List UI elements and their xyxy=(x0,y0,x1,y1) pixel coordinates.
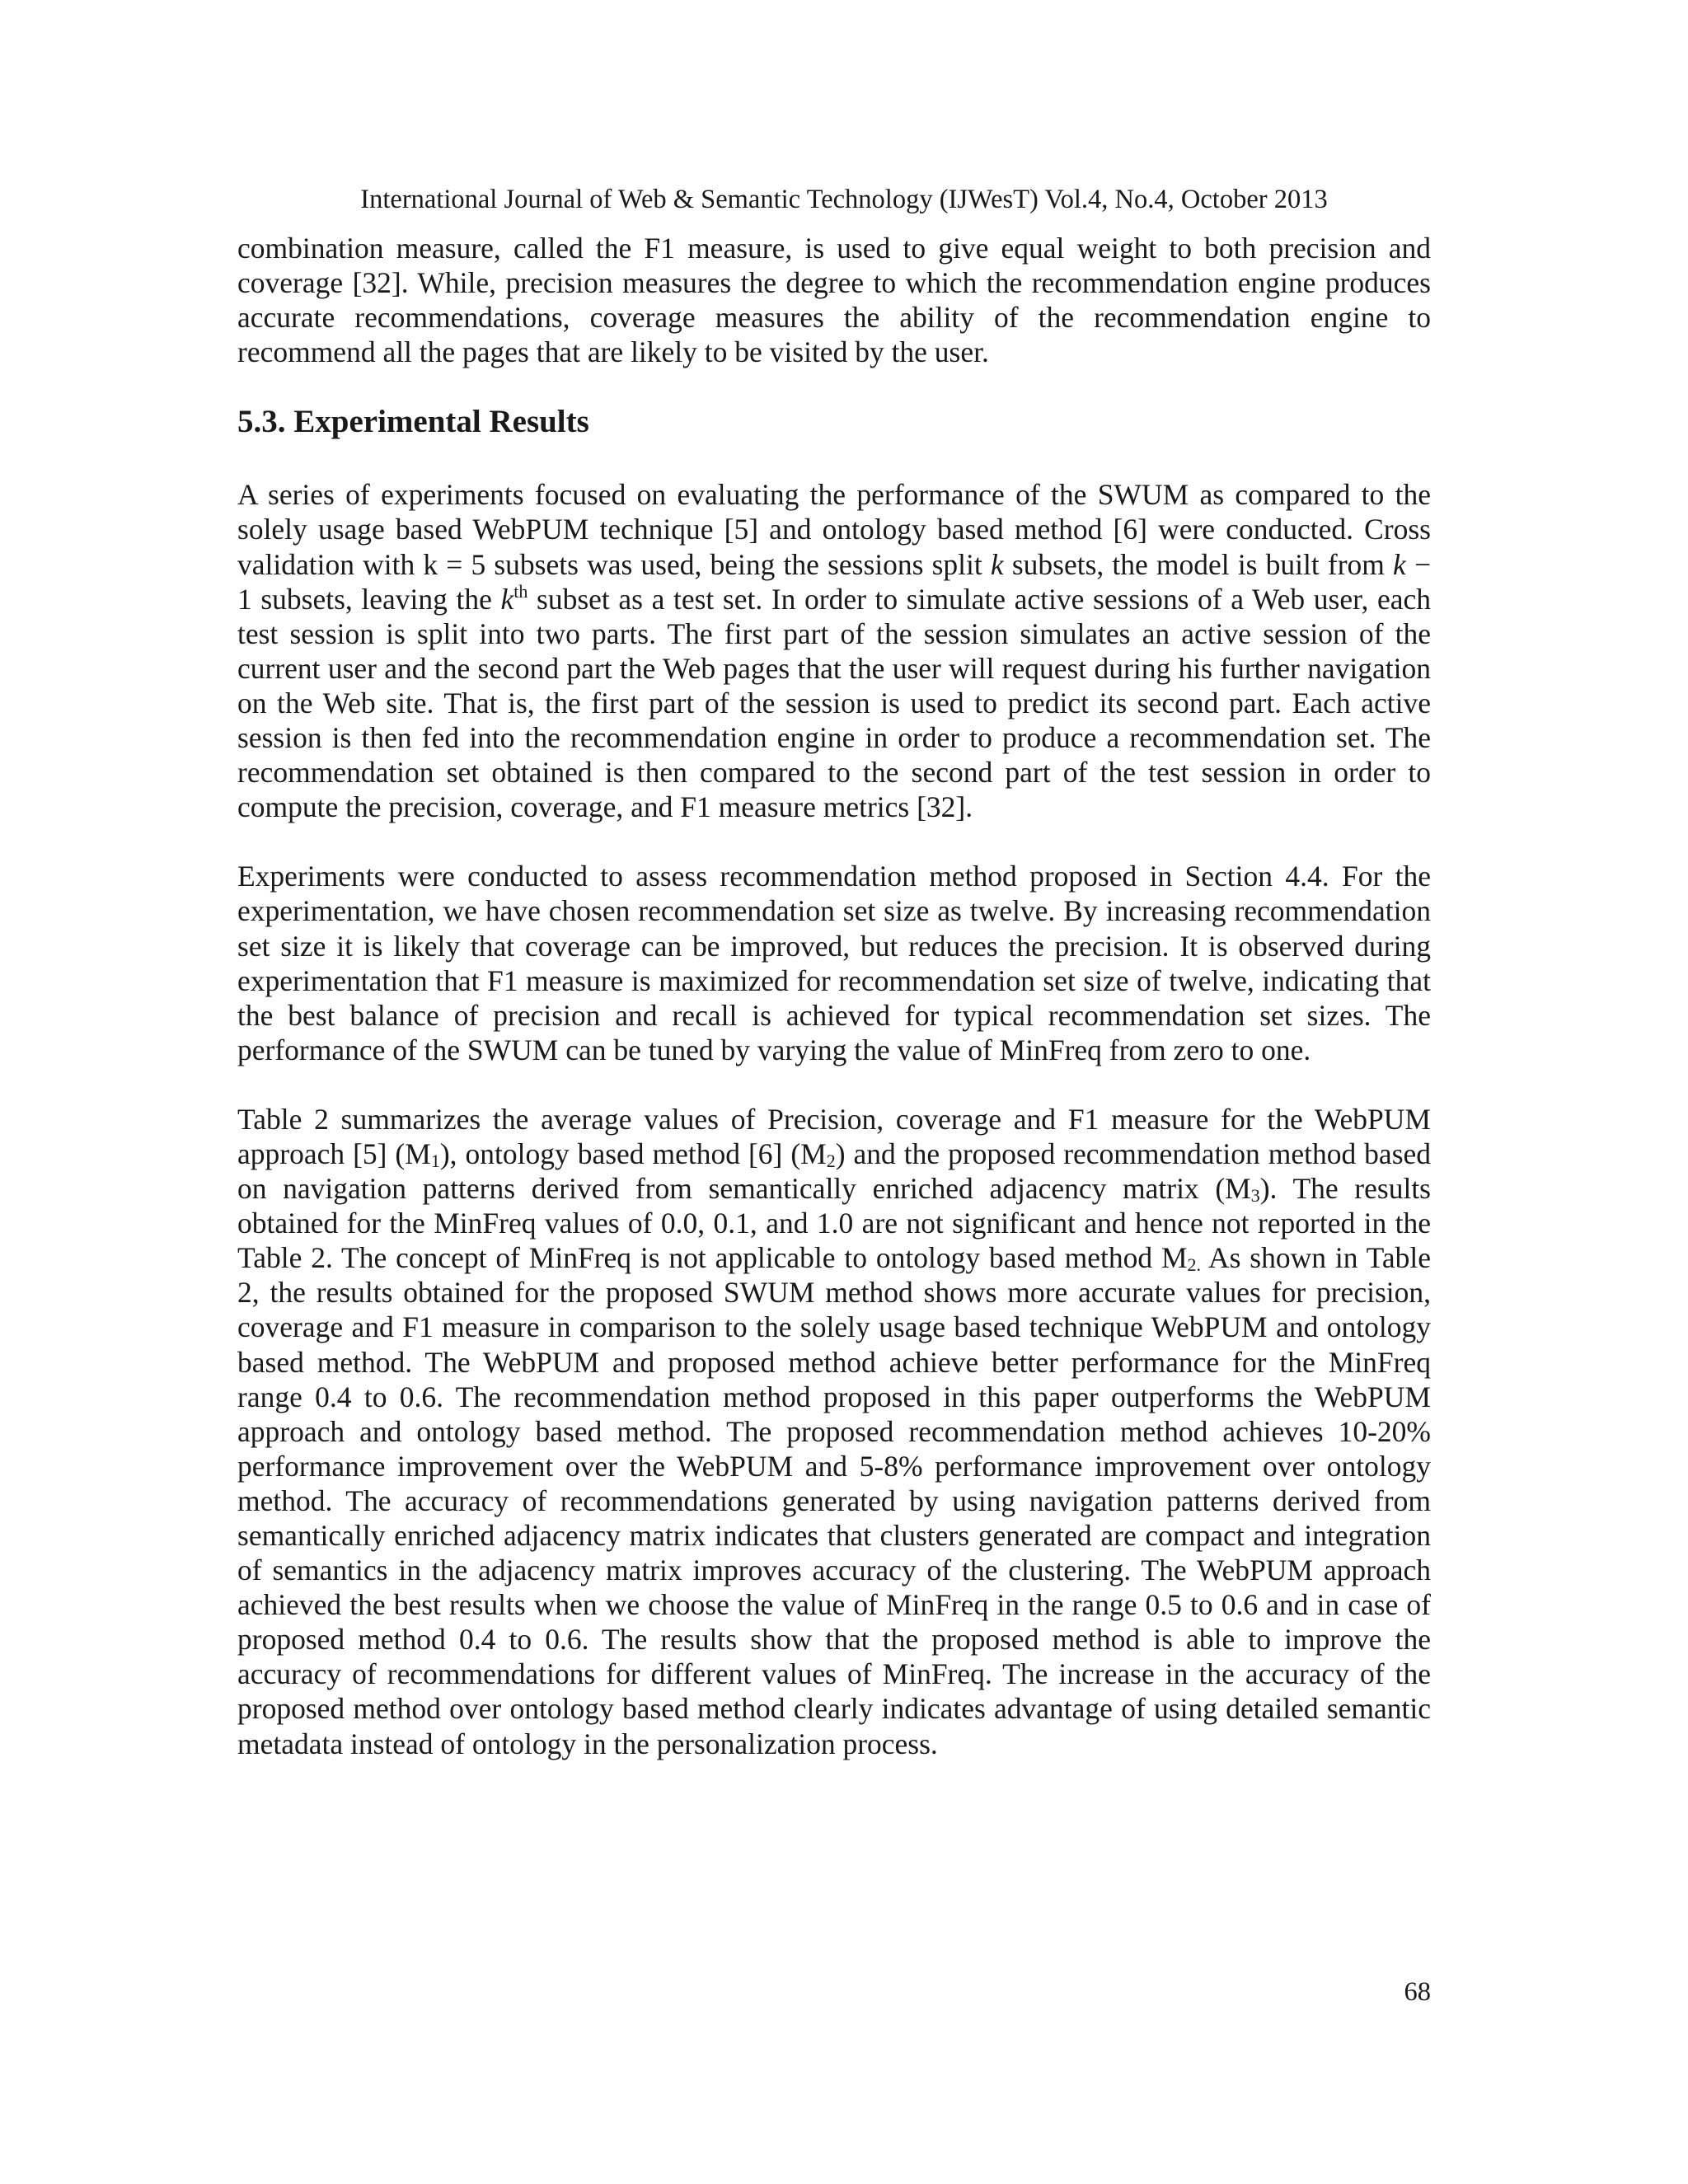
italic-variable: k xyxy=(1393,547,1406,581)
paragraph-recommendation-set-size xyxy=(237,859,1431,1067)
text-run: Experiments were conducted to assess recommendation method proposed in Section 4.4. For the experimentation, we have chosen recommendation set size as twelve. By increasing recommendation set size it is likely that coverage can be improved, but reduces the precision. It is observed during experimentation that F1 measure is maximized for recommendation set size of twelve, indicating that the best balance of precision and recall is achieved for typical recommendation set sizes. The performance of the SWUM can be tuned by varying the value of MinFreq from zero to one. xyxy=(237,860,1431,1066)
italic-variable: k xyxy=(990,547,1004,581)
text-run: subset as a test set. In order to simulate active sessions of a Web user, each test session is split into two parts. The first part of the session simulates an active session of the current user and the second part the Web pages that the user will request during his further navigation on the Web site. That is, the first part of the session is used to predict its second part. Each active session is then fed into the recommendation engine in order to produce a recommendation set. The recommendation set obtained is then compared to the second part of the test session in order to compute the precision, coverage, and F1 measure metrics [32]. xyxy=(237,582,1431,824)
paragraph-table2-results xyxy=(237,1102,1431,1761)
running-header: International Journal of Web & Semantic Technology (IJWesT) Vol.4, No.4, October 2013 xyxy=(360,185,1328,214)
text-run: ), ontology based method [6] (M xyxy=(439,1137,827,1170)
subscript: 2. xyxy=(1187,1254,1202,1276)
text-run: subsets, the model is built from xyxy=(1003,547,1394,581)
text-run: Table 2 summarizes the average values of Precision, coverage and F1 measure for the WebPUM approach [5] (M xyxy=(237,1102,1431,1170)
section-heading: 5.3. Experimental Results xyxy=(237,404,589,440)
italic-variable: k xyxy=(500,582,514,616)
text-run: ) and the proposed recommendation method based on navigation patterns derived from semantically enriched adjacency matrix (M xyxy=(237,1137,1432,1206)
page-number: 68 xyxy=(1404,1977,1431,2007)
text-run: − 1 subsets, leaving the xyxy=(237,547,1431,616)
page-body xyxy=(237,231,1431,1761)
superscript: th xyxy=(513,580,528,602)
text-run: ). The results obtained for the MinFreq values of 0.0, 0.1, and 1.0 are not significant and hence not reported in the Table 2. The concept of MinFreq is not applicable to ontology based method M xyxy=(237,1172,1431,1275)
subscript: 3 xyxy=(1250,1185,1260,1207)
text-run: A series of experiments focused on evaluating the performance of the SWUM as compared to the solely usage based WebPUM technique [5] and ontology based method [6] were conducted. Cross validation with k = 5 subsets was used, being the sessions split xyxy=(237,478,1431,581)
text-run: As shown in Table 2, the results obtained for the proposed SWUM method shows more accurate values for precision, coverage and F1 measure in comparison to the solely usage based technique WebPUM and ontology based method. The WebPUM and proposed method achieve better performance for the MinFreq range 0.4 to 0.6. The recommendation method proposed in this paper outperforms the WebPUM approach and ontology based method. The proposed recommendation method achieves 10-20% performance improvement over the WebPUM and 5-8% performance improvement over ontology method. The accuracy of recommendations generated by using navigation patterns derived from semantically enriched adjacency matrix indicates that clusters generated are compact and integration of semantics in the adjacency matrix improves accuracy of the clustering. The WebPUM approach achieved the best results when we choose the value of MinFreq in the range 0.5 to 0.6 and in case of proposed method 0.4 to 0.6. The results show that the proposed method is able to improve the accuracy of recommendations for different values of MinFreq. The increase in the accuracy of the proposed method over ontology based method clearly indicates advantage of using detailed semantic metadata instead of ontology in the personalization process. xyxy=(237,1241,1431,1760)
paragraph-metrics xyxy=(237,231,1431,369)
subscript: 2 xyxy=(826,1150,836,1171)
paragraph-experiments-setup xyxy=(237,477,1431,824)
text-run: combination measure, called the F1 measure, is used to give equal weight to both precision and coverage [32]. While, precision measures the degree to which the recommendation engine produces accurate recommendations, coverage measures the ability of the recommendation engine to recommend all the pages that are likely to be visited by the user. xyxy=(237,232,1431,369)
subscript: 1 xyxy=(430,1150,440,1171)
